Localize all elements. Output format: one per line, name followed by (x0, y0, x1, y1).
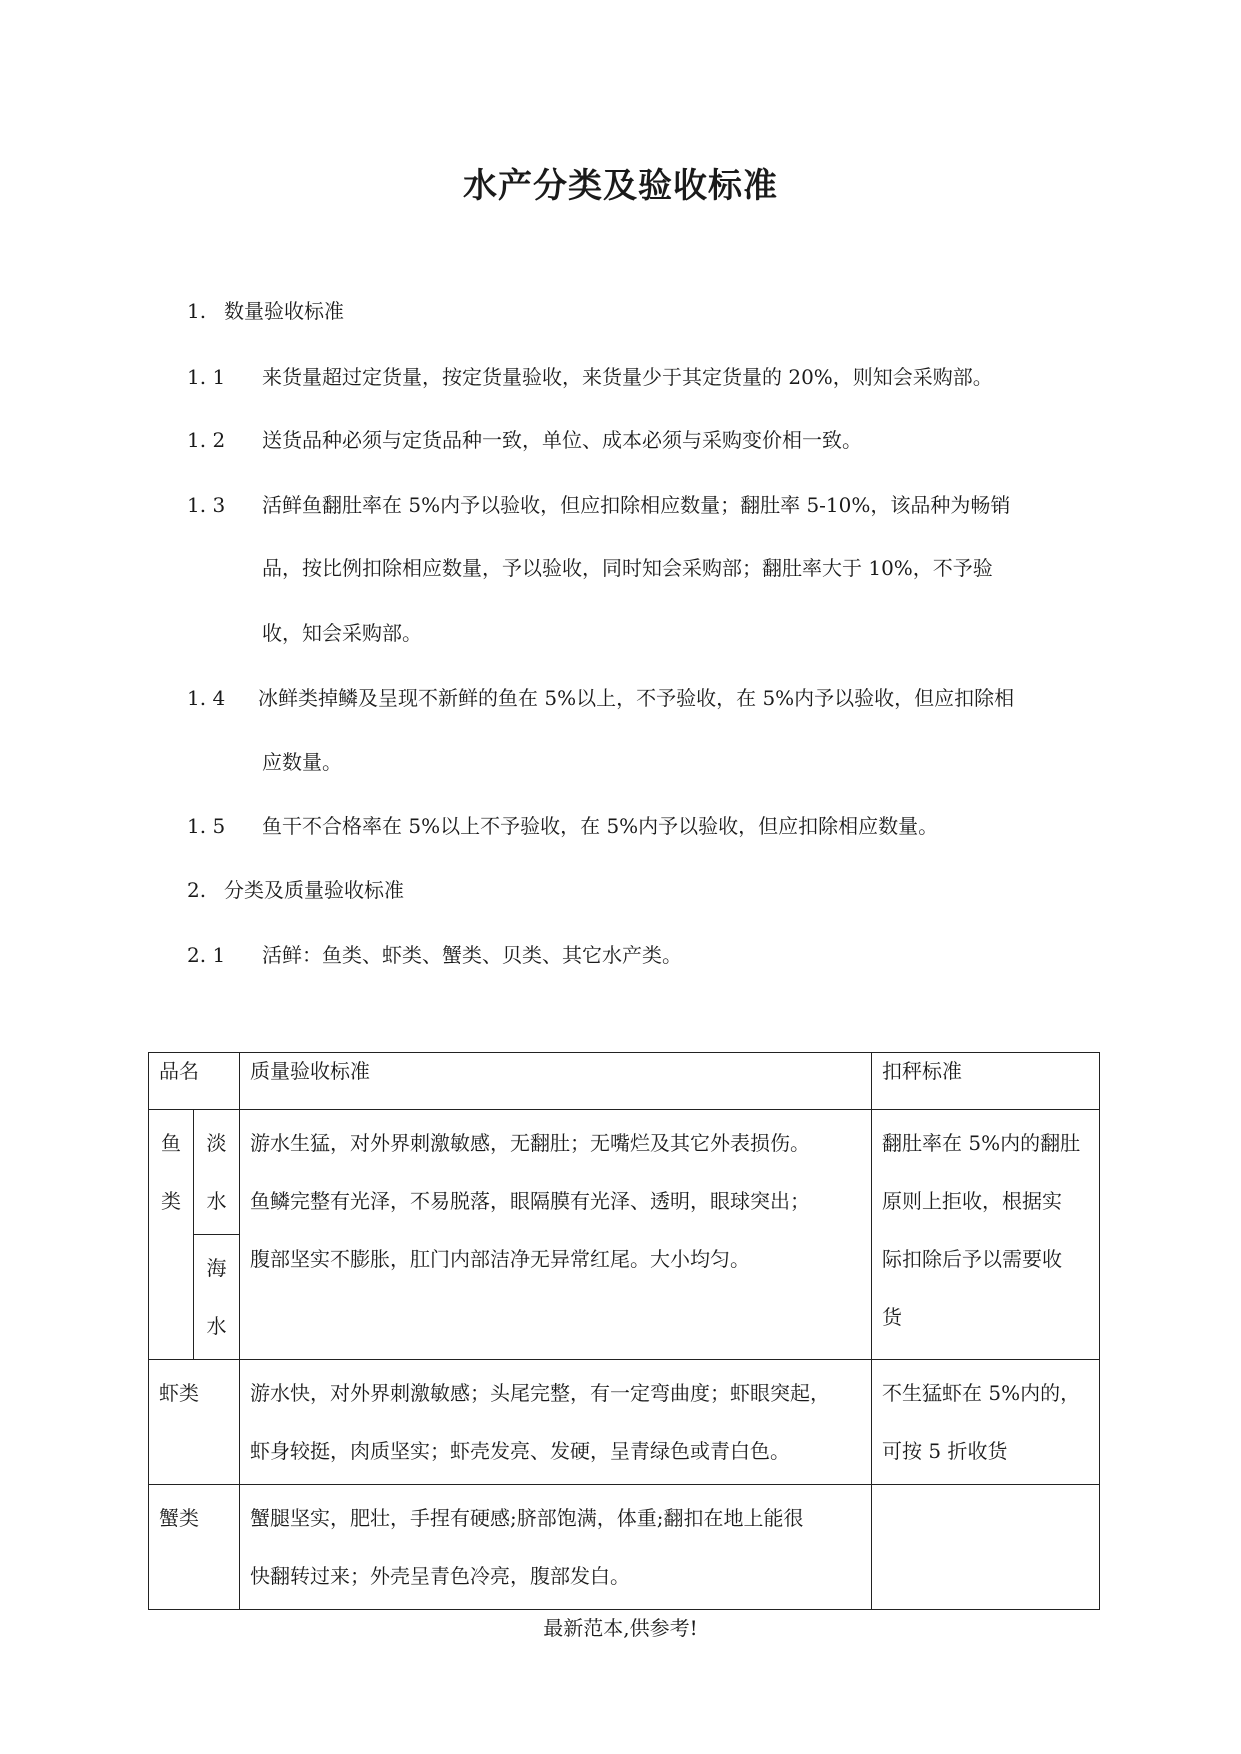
crab-standard (240, 1485, 872, 1610)
item-text: 来货量超过定货量，按定货量验收，来货量少于其定货量的 20%，则知会采购部。 (262, 365, 993, 389)
fish-deduction-line: 原则上拒收，根据实 (882, 1189, 1062, 1213)
shrimp-standard (240, 1360, 872, 1485)
item-text: 送货品种必须与定货品种一致，单位、成本必须与采购变价相一致。 (262, 428, 862, 452)
item-text: 活鲜：鱼类、虾类、蟹类、贝类、其它水产类。 (262, 943, 682, 967)
fish-deduction-line: 货 (882, 1305, 902, 1329)
fish-standard-line: 游水生猛，对外界刺激敏感，无翻肚；无嘴烂及其它外表损伤。 (250, 1131, 810, 1155)
header-deduction: 扣秤标准 (872, 1053, 1100, 1110)
header-standard: 质量验收标准 (240, 1053, 872, 1110)
item-number: 2. 1 (187, 943, 226, 967)
fish-seawater: 海水 (194, 1235, 240, 1360)
item-text: 冰鲜类掉鳞及呈现不新鲜的鱼在 5%以上，不予验收，在 5%内予以验收，但应扣除相 (258, 686, 1015, 710)
item-number: 1. 2 (187, 428, 226, 452)
shrimp-standard-line: 游水快，对外界刺激敏感；头尾完整，有一定弯曲度；虾眼突起， (250, 1381, 830, 1405)
item-number: 1. 5 (187, 814, 226, 838)
header-name: 品名 (149, 1053, 240, 1110)
quality-standard-table (148, 1052, 1100, 1610)
item-text: 鱼干不合格率在 5%以上不予验收，在 5%内予以验收，但应扣除相应数量。 (262, 814, 939, 838)
shrimp-deduction-line: 可按 5 折收货 (882, 1439, 1008, 1463)
crab-deduction (872, 1485, 1100, 1610)
shrimp-category: 虾类 (149, 1360, 240, 1485)
fish-deduction-line: 际扣除后予以需要收 (882, 1247, 1062, 1271)
item-text: 活鲜鱼翻肚率在 5%内予以验收，但应扣除相应数量；翻肚率 5-10%，该品种为畅销 (262, 493, 1011, 517)
fish-standard-line: 鱼鳞完整有光泽，不易脱落，眼隔膜有光泽、透明，眼球突出； (250, 1189, 810, 1213)
fish-standard (240, 1110, 872, 1360)
crab-standard-line: 蟹腿坚实，肥壮，手捏有硬感;脐部饱满，体重;翻扣在地上能很 (250, 1506, 804, 1530)
fish-deduction (872, 1110, 1100, 1360)
fish-deduction-line: 翻肚率在 5%内的翻肚 (882, 1131, 1081, 1155)
fish-freshwater: 淡水 (194, 1110, 240, 1235)
item-number: 1. 3 (187, 493, 226, 517)
section-heading: 数量验收标准 (224, 299, 344, 323)
document-title: 水产分类及验收标准 (463, 166, 778, 206)
table-header-row (149, 1053, 1100, 1110)
item-number: 1. 4 (187, 686, 226, 710)
shrimp-deduction (872, 1360, 1100, 1485)
fish-standard-line: 腹部坚实不膨胀，肛门内部洁净无异常红尾。大小均匀。 (250, 1247, 750, 1271)
section-number: 1. (187, 299, 207, 323)
table-row-shrimp (149, 1360, 1100, 1485)
table-row-fish (149, 1110, 1100, 1235)
crab-category: 蟹类 (149, 1485, 240, 1610)
fish-category: 鱼类 (149, 1110, 194, 1360)
item-text: 应数量。 (262, 750, 342, 774)
section-heading: 分类及质量验收标准 (224, 878, 404, 902)
crab-standard-line: 快翻转过来；外壳呈青色冷亮，腹部发白。 (250, 1564, 630, 1588)
page-footer: 最新范本,供参考! (543, 1616, 698, 1640)
item-text: 收，知会采购部。 (262, 621, 422, 645)
section-number: 2. (187, 878, 207, 902)
item-number: 1. 1 (187, 365, 226, 389)
shrimp-deduction-line: 不生猛虾在 5%内的， (882, 1381, 1081, 1405)
item-text: 品，按比例扣除相应数量，予以验收，同时知会采购部；翻肚率大于 10%，不予验 (262, 556, 993, 580)
shrimp-standard-line: 虾身较挺，肉质坚实；虾壳发亮、发硬，呈青绿色或青白色。 (250, 1439, 790, 1463)
table-row-crab (149, 1485, 1100, 1610)
